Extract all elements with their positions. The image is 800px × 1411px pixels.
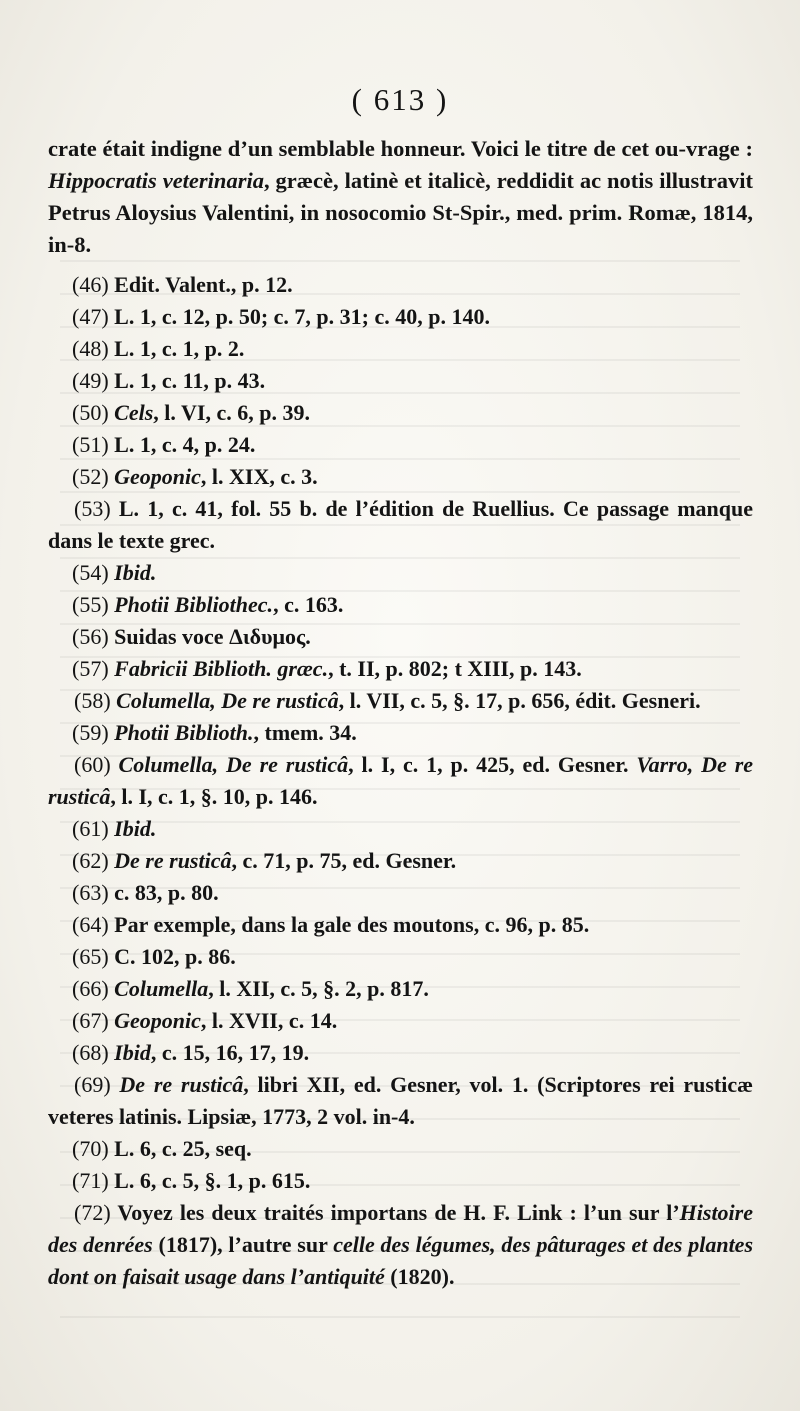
- footnote-number: (61): [72, 816, 109, 841]
- footnote-text: L. 1, c. 4, p. 24.: [114, 432, 256, 457]
- footnote-italic: De re rusticâ: [114, 848, 232, 873]
- footnote-italic: Cels: [114, 400, 154, 425]
- footnote-text: , tmem. 34.: [253, 720, 357, 745]
- footnote: [48, 301, 753, 333]
- footnote-number: (71): [72, 1168, 109, 1193]
- footnote-number: (50): [72, 400, 109, 425]
- footnote: [48, 1037, 753, 1069]
- footnote-text: c. 83, p. 80.: [114, 880, 219, 905]
- footnote-italic: celle des légumes, des pâturages et des plantes dont on faisait usage dans l’antiquité: [48, 1232, 754, 1289]
- footnote-italic: Geoponic: [114, 464, 201, 489]
- footnotes-list: [48, 269, 753, 1293]
- footnote: [48, 429, 753, 461]
- footnote-number: (51): [72, 432, 109, 457]
- footnote-italic: Varro, De re rusticâ: [48, 752, 754, 809]
- page-body: [48, 133, 753, 1293]
- footnote-text: , l. XVII, c. 14.: [200, 1008, 338, 1033]
- footnote: [48, 813, 753, 845]
- footnote-italic: De re rusticâ: [119, 1072, 244, 1097]
- footnote-number: (63): [72, 880, 109, 905]
- footnote-text: , l. VII, c. 5, §. 17, p. 656, édit. Gesneri.: [338, 688, 701, 713]
- footnote-number: (59): [72, 720, 109, 745]
- footnote-italic: Ibid.: [114, 816, 157, 841]
- footnote-number: (66): [72, 976, 109, 1001]
- footnote: [48, 365, 753, 397]
- footnote-text: (1820).: [384, 1264, 455, 1289]
- footnote-text: , t. II, p. 802; t XIII, p. 143.: [328, 656, 582, 681]
- footnote-number: (54): [72, 560, 109, 585]
- footnote-text: , c. 71, p. 75, ed. Gesner.: [231, 848, 457, 873]
- footnote: [48, 717, 753, 749]
- footnote: [48, 653, 753, 685]
- footnote: [48, 877, 753, 909]
- footnote-italic: Geoponic: [114, 1008, 201, 1033]
- footnote-text: , libri XII, ed. Gesner, vol. 1. (Scriptores rei rusticæ veteres latinis. Lipsiæ, 1773, 2 vol. in-4.: [48, 1072, 754, 1129]
- footnote-italic: Fabricii Biblioth. græc.: [114, 656, 329, 681]
- footnote-number: (47): [72, 304, 109, 329]
- footnote-number: (52): [72, 464, 109, 489]
- footnote: [48, 909, 753, 941]
- footnote-italic: Photii Biblioth.: [114, 720, 254, 745]
- footnote-text: , l. I, c. 1, §. 10, p. 146.: [110, 784, 318, 809]
- footnote-italic: Ibid: [114, 1040, 151, 1065]
- intro-title-italic: Hippocratis veterinaria: [48, 168, 264, 193]
- footnote-text: Par exemple, dans la gale des moutons, c. 96, p. 85.: [114, 912, 590, 937]
- footnote-number: (58): [74, 688, 111, 713]
- footnote: [48, 589, 753, 621]
- footnote: [48, 1197, 753, 1293]
- footnote-text: , l. XIX, c. 3.: [200, 464, 318, 489]
- footnote-number: (65): [72, 944, 109, 969]
- footnote: [48, 749, 753, 813]
- footnote-number: (64): [72, 912, 109, 937]
- footnote-italic: Ibid.: [114, 560, 157, 585]
- footnote-number: (57): [72, 656, 109, 681]
- footnote-italic: Columella, De re rusticâ: [118, 752, 349, 777]
- footnote-number: (56): [72, 624, 109, 649]
- footnote-text: C. 102, p. 86.: [114, 944, 236, 969]
- footnote-number: (69): [74, 1072, 111, 1097]
- footnote-number: (60): [74, 752, 111, 777]
- footnote-number: (68): [72, 1040, 109, 1065]
- footnote-text: , c. 163.: [273, 592, 344, 617]
- footnote: [48, 493, 753, 557]
- intro-text: crate était indigne d’un semblable honneur. Voici le titre de cet ou-vrage :: [48, 136, 753, 161]
- footnote-number: (70): [72, 1136, 109, 1161]
- footnote-text: Edit. Valent., p. 12.: [114, 272, 293, 297]
- footnote: [48, 973, 753, 1005]
- footnote-italic: Histoire des denrées: [48, 1200, 753, 1257]
- footnote-italic: Columella: [114, 976, 209, 1001]
- footnote: [48, 1133, 753, 1165]
- footnote: [48, 621, 753, 653]
- footnote-text: L. 6, c. 5, §. 1, p. 615.: [114, 1168, 311, 1193]
- footnote: [48, 685, 753, 717]
- footnote-text: L. 1, c. 1, p. 2.: [114, 336, 245, 361]
- footnote-number: (48): [72, 336, 109, 361]
- footnote: [48, 269, 753, 301]
- footnote: [48, 845, 753, 877]
- page-number: ( 613 ): [351, 82, 449, 117]
- footnote-number: (53): [74, 496, 111, 521]
- footnote-text: , c. 15, 16, 17, 19.: [150, 1040, 310, 1065]
- intro-text-end: , græcè, latinè et italicè, reddidit ac notis illustravit Petrus Aloysius Valentini, in nosocomio St-Spir., med. prim. Romæ, 1814, in-8.: [48, 168, 753, 257]
- footnote-number: (62): [72, 848, 109, 873]
- footnote: [48, 557, 753, 589]
- footnote-text: L. 6, c. 25, seq.: [114, 1136, 252, 1161]
- footnote: [48, 1165, 753, 1197]
- footnote: [48, 461, 753, 493]
- footnote-text: Suidas voce Διδυμος.: [114, 624, 311, 649]
- footnote-number: (46): [72, 272, 109, 297]
- footnote-text: , l. I, c. 1, p. 425, ed. Gesner.: [348, 752, 637, 777]
- footnote-italic: Photii Bibliothec.: [114, 592, 274, 617]
- footnote: [48, 1069, 753, 1133]
- footnote: [48, 1005, 753, 1037]
- footnote: [48, 397, 753, 429]
- footnote-text: L. 1, c. 12, p. 50; c. 7, p. 31; c. 40, p. 140.: [114, 304, 490, 329]
- footnote-text: , l. VI, c. 6, p. 39.: [153, 400, 310, 425]
- footnote-number: (67): [72, 1008, 109, 1033]
- footnote-number: (55): [72, 592, 109, 617]
- footnote-text: L. 1, c. 11, p. 43.: [114, 368, 266, 393]
- footnote-text: Voyez les deux traités importans de H. F. Link : l’un sur l’: [117, 1200, 680, 1225]
- footnote-text: L. 1, c. 41, fol. 55 b. de l’édition de Ruellius. Ce passage manque dans le texte grec.: [48, 496, 754, 553]
- footnote: [48, 941, 753, 973]
- footnote-text: (1817), l’autre sur: [152, 1232, 334, 1257]
- footnote: [48, 333, 753, 365]
- footnote-italic: Columella, De re rusticâ: [116, 688, 339, 713]
- intro-paragraph: [48, 133, 753, 261]
- footnote-number: (49): [72, 368, 109, 393]
- footnote-text: , l. XII, c. 5, §. 2, p. 817.: [208, 976, 429, 1001]
- footnote-number: (72): [74, 1200, 111, 1225]
